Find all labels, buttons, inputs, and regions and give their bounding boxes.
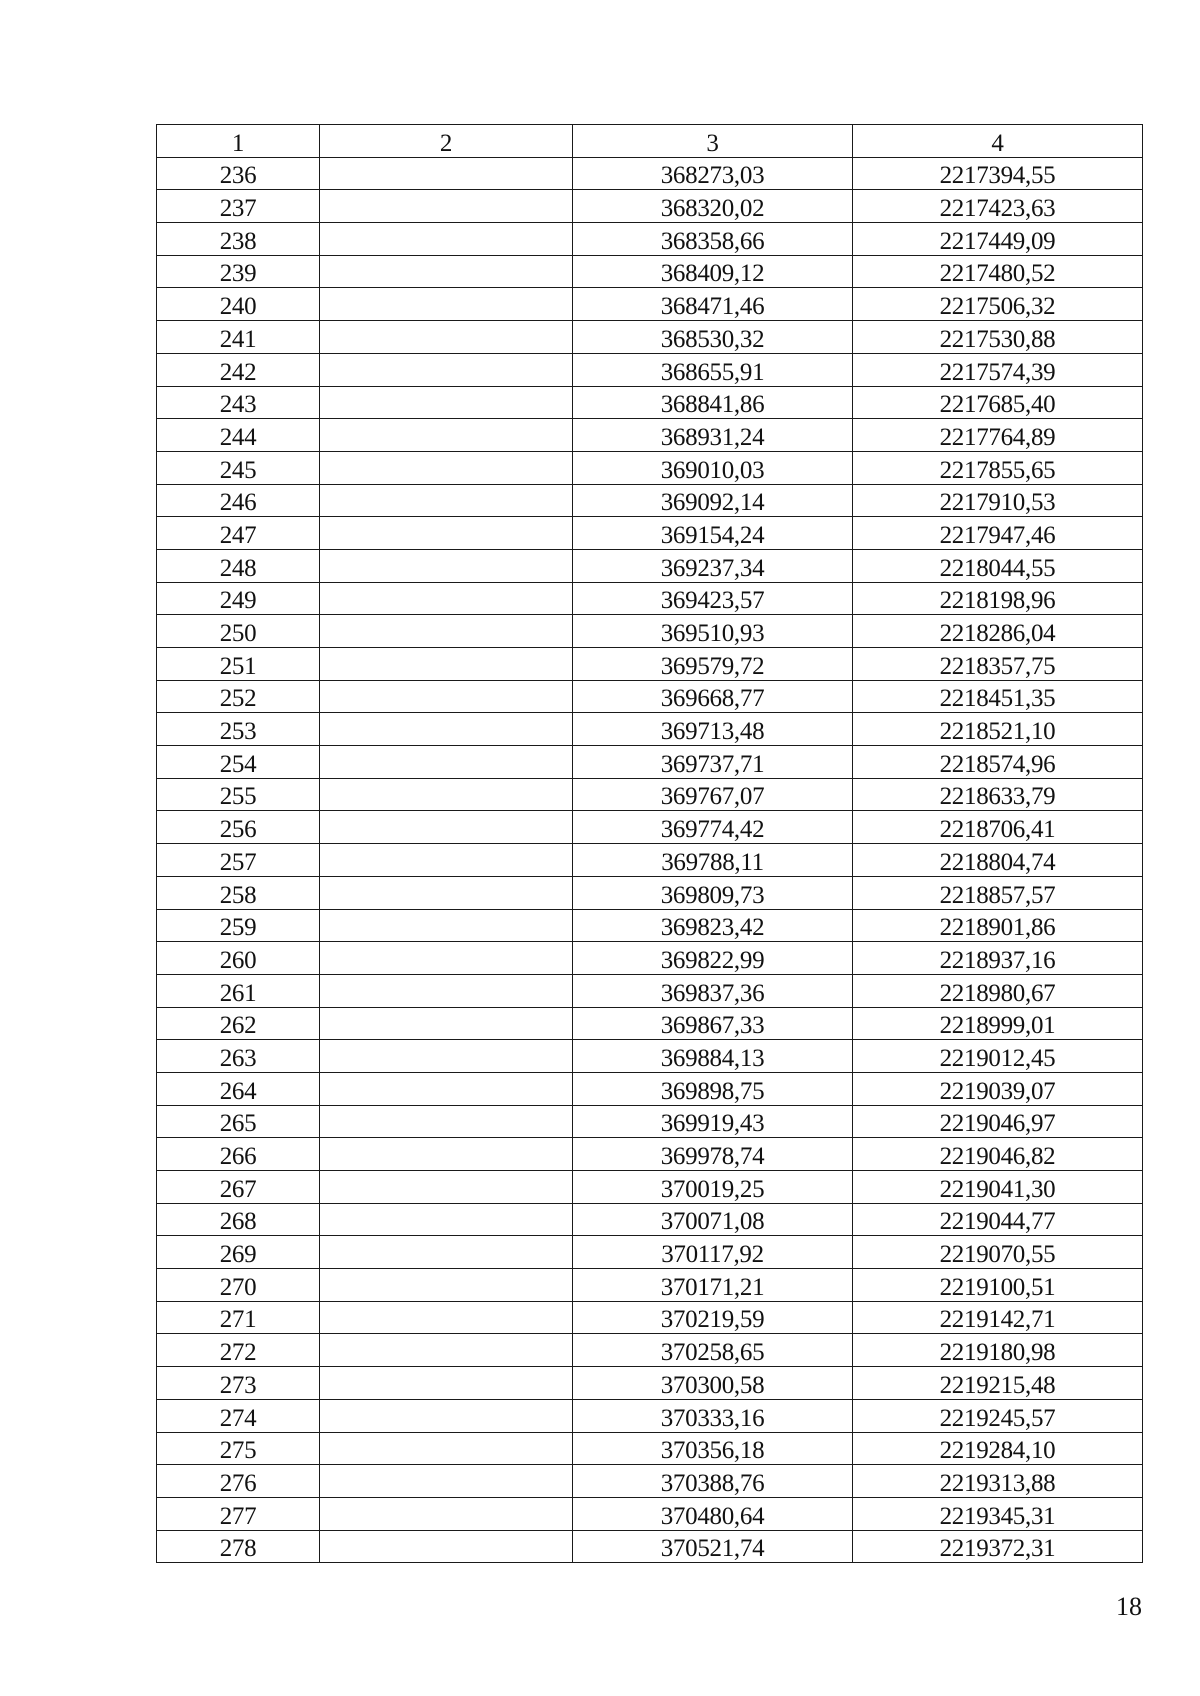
table-cell: 270 [157, 1269, 320, 1302]
table-cell: 256 [157, 811, 320, 844]
table-cell: 275 [157, 1432, 320, 1465]
table-cell: 241 [157, 321, 320, 354]
table-cell: 2219046,82 [853, 1138, 1143, 1171]
table-cell: 2219313,88 [853, 1465, 1143, 1498]
table-cell [320, 1301, 573, 1334]
table-cell: 258 [157, 876, 320, 909]
table-cell: 2219284,10 [853, 1432, 1143, 1465]
table-cell: 2218901,86 [853, 909, 1143, 942]
table-cell: 249 [157, 582, 320, 615]
table-cell: 370388,76 [573, 1465, 853, 1498]
table-row [157, 1497, 1143, 1530]
table-cell [320, 909, 573, 942]
table-cell: 2218357,75 [853, 648, 1143, 681]
table-cell: 370219,59 [573, 1301, 853, 1334]
table-cell [320, 1367, 573, 1400]
table-cell [320, 419, 573, 452]
table-cell: 2217947,46 [853, 517, 1143, 550]
table-row [157, 190, 1143, 223]
table-header-row [157, 125, 1143, 158]
table-row [157, 223, 1143, 256]
table-cell [320, 680, 573, 713]
table-cell: 269 [157, 1236, 320, 1269]
table-row [157, 353, 1143, 386]
table-cell [320, 1072, 573, 1105]
table-cell: 277 [157, 1497, 320, 1530]
table-cell [320, 778, 573, 811]
table-cell: 236 [157, 157, 320, 190]
table-cell: 370071,08 [573, 1203, 853, 1236]
table-cell: 368273,03 [573, 157, 853, 190]
table-cell [320, 1497, 573, 1530]
table-row [157, 1367, 1143, 1400]
table-cell: 272 [157, 1334, 320, 1367]
table-row [157, 157, 1143, 190]
table-cell [320, 844, 573, 877]
table-cell [320, 1530, 573, 1563]
table-cell: 2218804,74 [853, 844, 1143, 877]
table-cell: 2217449,09 [853, 223, 1143, 256]
table-row [157, 876, 1143, 909]
table-row [157, 517, 1143, 550]
table-cell [320, 1432, 573, 1465]
table-cell: 276 [157, 1465, 320, 1498]
table-cell: 2219180,98 [853, 1334, 1143, 1367]
table-cell [320, 811, 573, 844]
table-cell [320, 517, 573, 550]
table-cell: 245 [157, 451, 320, 484]
table-cell: 2219345,31 [853, 1497, 1143, 1530]
table-cell: 251 [157, 648, 320, 681]
table-cell: 2219046,97 [853, 1105, 1143, 1138]
table-cell: 264 [157, 1072, 320, 1105]
table-cell [320, 1203, 573, 1236]
table-cell [320, 1138, 573, 1171]
table-cell: 370258,65 [573, 1334, 853, 1367]
table-cell: 237 [157, 190, 320, 223]
table-cell: 369713,48 [573, 713, 853, 746]
table-cell: 369809,73 [573, 876, 853, 909]
table-cell: 2217530,88 [853, 321, 1143, 354]
table-cell [320, 974, 573, 1007]
table-cell: 240 [157, 288, 320, 321]
table-cell: 368841,86 [573, 386, 853, 419]
table-row [157, 1138, 1143, 1171]
table-cell: 368358,66 [573, 223, 853, 256]
table-cell: 2219142,71 [853, 1301, 1143, 1334]
table-cell [320, 1334, 573, 1367]
table-cell [320, 1171, 573, 1204]
table-cell [320, 353, 573, 386]
coordinates-table [156, 124, 1143, 1563]
table-cell [320, 713, 573, 746]
table-cell: 368931,24 [573, 419, 853, 452]
table-cell: 2217423,63 [853, 190, 1143, 223]
table-cell: 368655,91 [573, 353, 853, 386]
table-cell: 2219041,30 [853, 1171, 1143, 1204]
table-body [157, 157, 1143, 1563]
table-cell: 242 [157, 353, 320, 386]
table-cell: 2219044,77 [853, 1203, 1143, 1236]
table-row [157, 713, 1143, 746]
table-row [157, 680, 1143, 713]
table-cell: 263 [157, 1040, 320, 1073]
table-row [157, 1301, 1143, 1334]
table-cell: 273 [157, 1367, 320, 1400]
table-cell: 2218521,10 [853, 713, 1143, 746]
table-cell: 2219215,48 [853, 1367, 1143, 1400]
table-cell [320, 1007, 573, 1040]
table-cell: 370521,74 [573, 1530, 853, 1563]
table-cell: 368530,32 [573, 321, 853, 354]
table-cell: 370333,16 [573, 1399, 853, 1432]
table-cell [320, 615, 573, 648]
table-cell: 255 [157, 778, 320, 811]
table-cell: 2217506,32 [853, 288, 1143, 321]
table-cell [320, 1040, 573, 1073]
table-cell: 2217764,89 [853, 419, 1143, 452]
table-cell: 257 [157, 844, 320, 877]
table-row [157, 615, 1143, 648]
table-row [157, 1007, 1143, 1040]
table-cell: 265 [157, 1105, 320, 1138]
table-row [157, 255, 1143, 288]
table-cell [320, 484, 573, 517]
table-cell: 370171,21 [573, 1269, 853, 1302]
table-cell: 2219039,07 [853, 1072, 1143, 1105]
table-cell: 2217910,53 [853, 484, 1143, 517]
table-row [157, 1203, 1143, 1236]
table-cell: 260 [157, 942, 320, 975]
table-cell: 267 [157, 1171, 320, 1204]
table-cell: 369867,33 [573, 1007, 853, 1040]
table-cell: 369978,74 [573, 1138, 853, 1171]
table-cell: 2219070,55 [853, 1236, 1143, 1269]
table-row [157, 1040, 1143, 1073]
table-cell [320, 1105, 573, 1138]
table-cell: 2217685,40 [853, 386, 1143, 419]
table-cell: 369668,77 [573, 680, 853, 713]
table-row [157, 811, 1143, 844]
table-row [157, 1530, 1143, 1563]
table-row [157, 1105, 1143, 1138]
table-row [157, 1171, 1143, 1204]
table-cell: 370117,92 [573, 1236, 853, 1269]
table-cell [320, 1465, 573, 1498]
table-cell: 370019,25 [573, 1171, 853, 1204]
table-row [157, 321, 1143, 354]
table-cell [320, 451, 573, 484]
table-cell: 369919,43 [573, 1105, 853, 1138]
table-cell: 259 [157, 909, 320, 942]
table-row [157, 1465, 1143, 1498]
table-cell: 369884,13 [573, 1040, 853, 1073]
table-cell: 2218044,55 [853, 549, 1143, 582]
table-cell: 370356,18 [573, 1432, 853, 1465]
table-row [157, 386, 1143, 419]
table-row [157, 451, 1143, 484]
table-cell: 274 [157, 1399, 320, 1432]
table-cell: 262 [157, 1007, 320, 1040]
table-cell: 368471,46 [573, 288, 853, 321]
table-cell [320, 1236, 573, 1269]
table-cell: 369237,34 [573, 549, 853, 582]
table-cell: 2218980,67 [853, 974, 1143, 1007]
table-row [157, 582, 1143, 615]
column-header: 4 [853, 125, 1143, 158]
table-row [157, 1072, 1143, 1105]
table-cell: 369774,42 [573, 811, 853, 844]
table-cell [320, 746, 573, 779]
table-row [157, 844, 1143, 877]
table-cell [320, 190, 573, 223]
table-cell: 2219372,31 [853, 1530, 1143, 1563]
table-cell: 278 [157, 1530, 320, 1563]
table-cell: 369837,36 [573, 974, 853, 1007]
table-cell: 2219012,45 [853, 1040, 1143, 1073]
table-cell: 369767,07 [573, 778, 853, 811]
table-row [157, 549, 1143, 582]
table-cell: 369788,11 [573, 844, 853, 877]
table-cell [320, 582, 573, 615]
table-cell [320, 255, 573, 288]
table-cell [320, 876, 573, 909]
table-cell: 369154,24 [573, 517, 853, 550]
table-cell: 2217394,55 [853, 157, 1143, 190]
table-cell [320, 157, 573, 190]
table-cell: 369010,03 [573, 451, 853, 484]
table-cell: 243 [157, 386, 320, 419]
table-cell: 268 [157, 1203, 320, 1236]
table-cell: 253 [157, 713, 320, 746]
table-cell: 244 [157, 419, 320, 452]
table-cell: 2219100,51 [853, 1269, 1143, 1302]
table-cell: 2218286,04 [853, 615, 1143, 648]
table-cell: 2217574,39 [853, 353, 1143, 386]
table-cell: 238 [157, 223, 320, 256]
table-row [157, 1432, 1143, 1465]
table-cell: 370480,64 [573, 1497, 853, 1530]
column-header: 2 [320, 125, 573, 158]
table-row [157, 288, 1143, 321]
table-cell [320, 288, 573, 321]
table-cell: 254 [157, 746, 320, 779]
table-cell: 252 [157, 680, 320, 713]
table-cell [320, 648, 573, 681]
column-header: 3 [573, 125, 853, 158]
table-row [157, 648, 1143, 681]
table-cell: 2218706,41 [853, 811, 1143, 844]
table-cell: 250 [157, 615, 320, 648]
table-cell: 261 [157, 974, 320, 1007]
table-cell: 368409,12 [573, 255, 853, 288]
table-row [157, 778, 1143, 811]
table-cell: 370300,58 [573, 1367, 853, 1400]
table-cell: 247 [157, 517, 320, 550]
table-cell [320, 321, 573, 354]
table-cell: 248 [157, 549, 320, 582]
table-row [157, 484, 1143, 517]
table-row [157, 1399, 1143, 1432]
table-cell: 369510,93 [573, 615, 853, 648]
table-cell: 2218633,79 [853, 778, 1143, 811]
table-cell: 2217480,52 [853, 255, 1143, 288]
table-cell: 266 [157, 1138, 320, 1171]
table-cell: 2218574,96 [853, 746, 1143, 779]
table-cell: 239 [157, 255, 320, 288]
table-row [157, 746, 1143, 779]
table-row [157, 419, 1143, 452]
table-cell: 369823,42 [573, 909, 853, 942]
table-cell: 2218999,01 [853, 1007, 1143, 1040]
table-cell [320, 549, 573, 582]
table-cell: 369423,57 [573, 582, 853, 615]
table-cell: 2218857,57 [853, 876, 1143, 909]
table-cell [320, 942, 573, 975]
table-cell: 368320,02 [573, 190, 853, 223]
table-row [157, 974, 1143, 1007]
page-number: 18 [1116, 1592, 1142, 1621]
table-cell: 246 [157, 484, 320, 517]
table-cell [320, 1399, 573, 1432]
table-cell: 271 [157, 1301, 320, 1334]
table-cell: 369737,71 [573, 746, 853, 779]
table-cell [320, 223, 573, 256]
table-cell: 2218937,16 [853, 942, 1143, 975]
table-cell: 369898,75 [573, 1072, 853, 1105]
table-cell: 369822,99 [573, 942, 853, 975]
table-row [157, 1334, 1143, 1367]
table-cell [320, 386, 573, 419]
table-row [157, 1236, 1143, 1269]
table-row [157, 909, 1143, 942]
column-header: 1 [157, 125, 320, 158]
table-cell: 2219245,57 [853, 1399, 1143, 1432]
table-cell: 2217855,65 [853, 451, 1143, 484]
table-cell: 369579,72 [573, 648, 853, 681]
table-cell [320, 1269, 573, 1302]
table-cell: 2218198,96 [853, 582, 1143, 615]
table-cell: 2218451,35 [853, 680, 1143, 713]
table-cell: 369092,14 [573, 484, 853, 517]
table-row [157, 1269, 1143, 1302]
table-row [157, 942, 1143, 975]
